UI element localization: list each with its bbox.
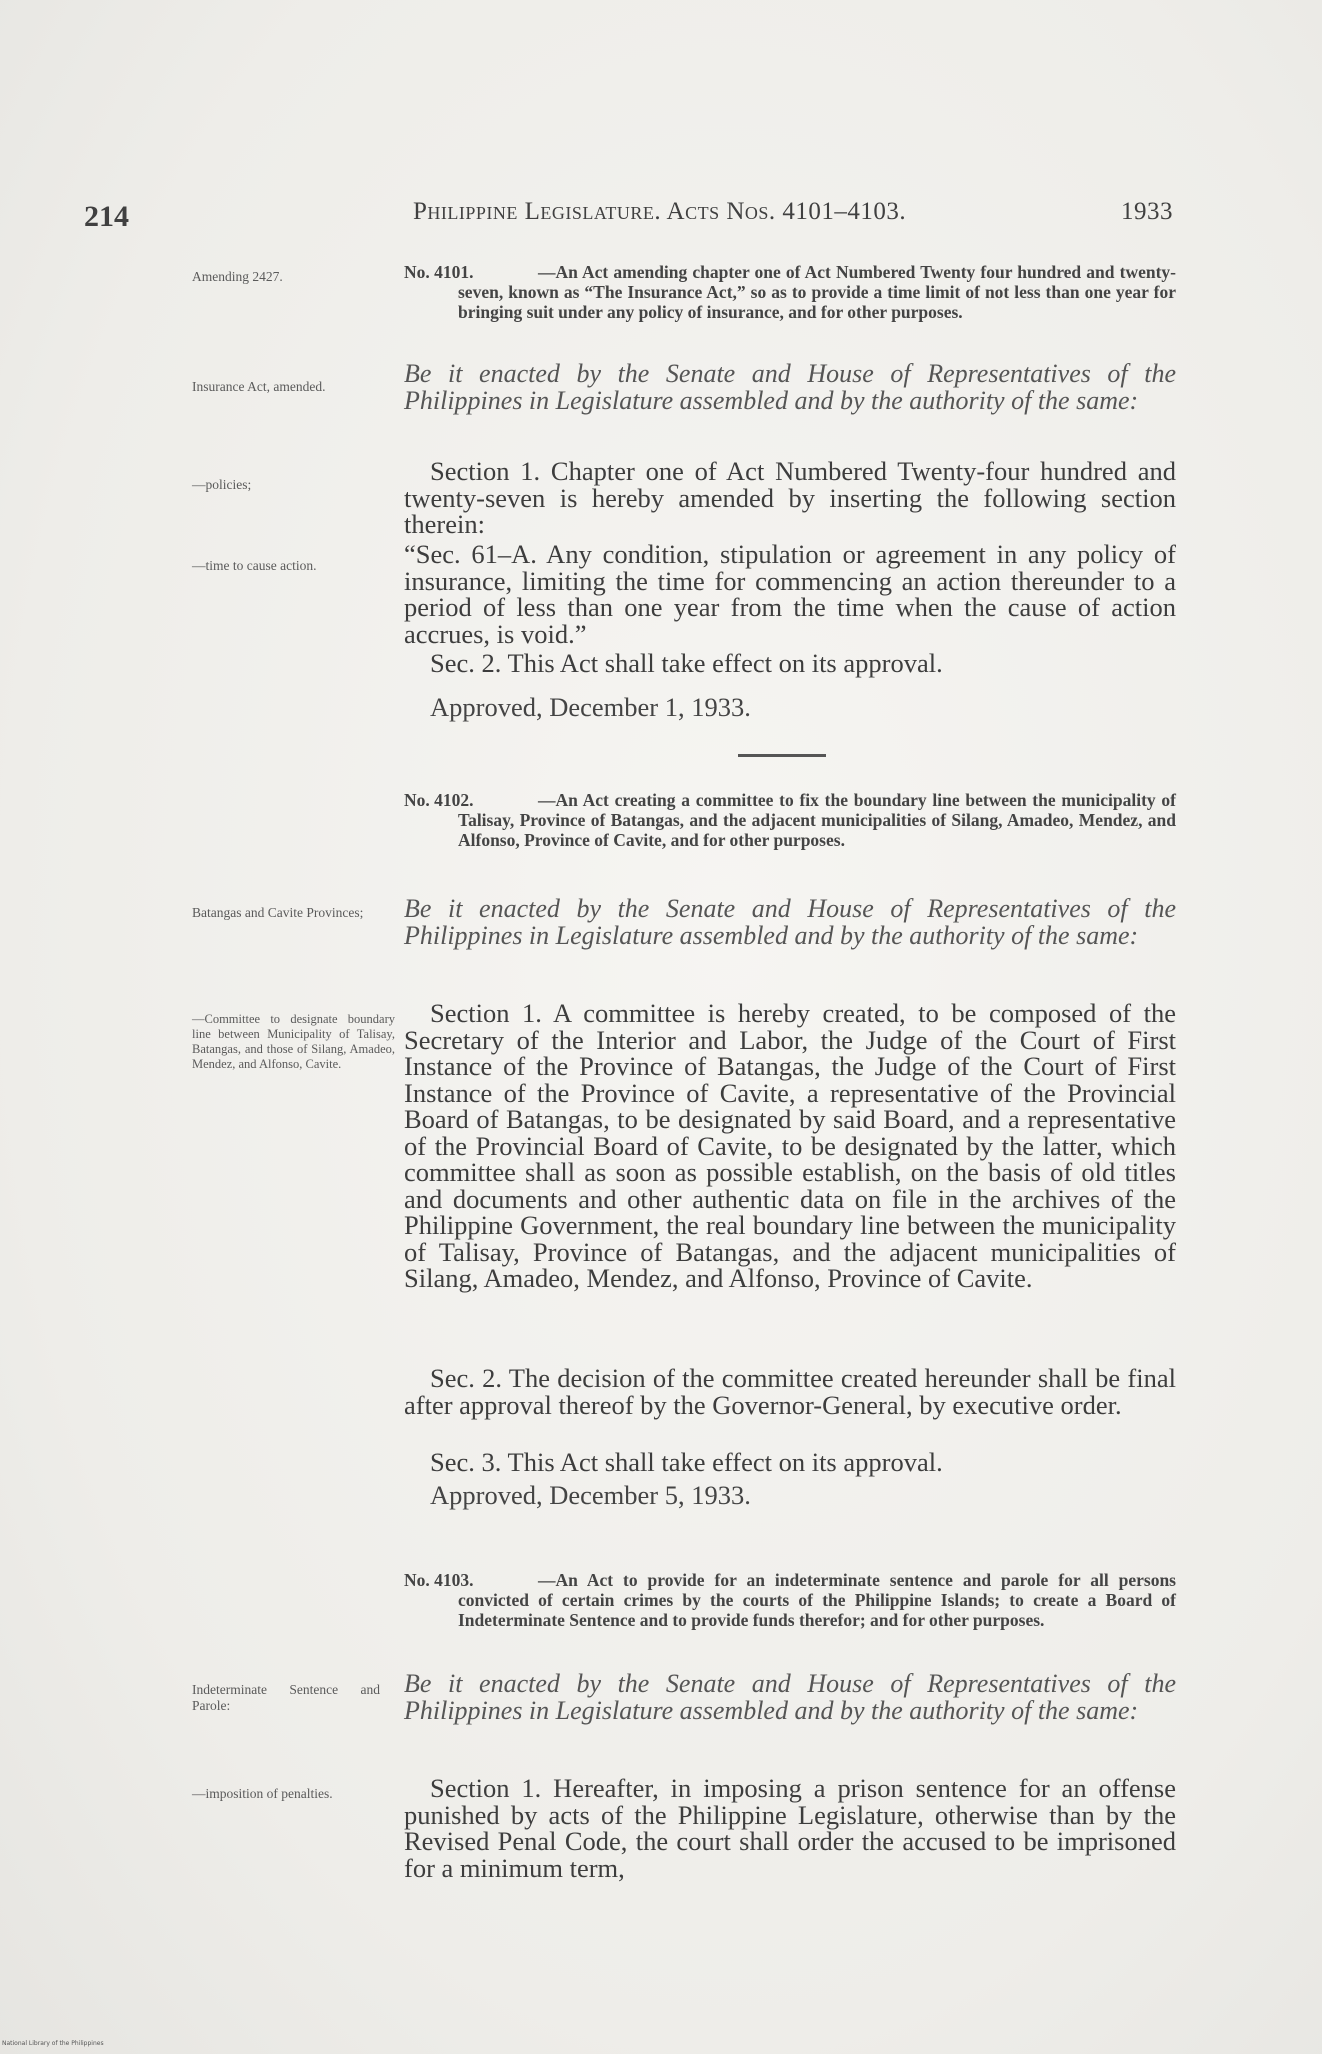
act-4103-title-body: —An Act to provide for an indeterminate sentence and parole for all persons convicted of certain crimes by the courts of the Philippine Islands; to create a Board of Indeterminate Sentence and to provide funds therefor; and for other purposes. [458, 1570, 1176, 1630]
margin-note-policies: —policies; [192, 477, 252, 492]
act-4101-section-1: Section 1. Chapter one of Act Numbered Twenty-four hundred and twenty-seven is hereby amended by inserting the following section therein: [404, 456, 1176, 539]
margin-note-sentence: Indeterminate Sentence and Parole: [192, 1682, 380, 1713]
act-4102-approved: Approved, December 5, 1933. [430, 1480, 751, 1510]
margin-note-amending: Amending 2427. [192, 269, 283, 284]
margin-note-committee: —Committee to designate boundary line between Municipality of Talisay, Batangas, and those of Silang, Amadeo, Mendez, and Alfonso, Cavite. [192, 1012, 395, 1071]
act-4101-sec-61a: “Sec. 61–A. Any condition, stipulation or agreement in any policy of insurance, limiting the time for commencing an action thereunder to a period of less than one year from the time when the cause of action accrues, is void.” [404, 539, 1176, 649]
act-4102-enacting-clause: Be it enacted by the Senate and House of Representatives of the Philippines in Legislature assembled and by the authority of the same: [404, 894, 1176, 950]
running-header [413, 198, 1173, 226]
act-4103-section-1: Section 1. Hereafter, in imposing a prison sentence for an offense punished by acts of the Philippine Legislature, otherwise than by the Revised Penal Code, the court shall order the accused to be imprisoned for a minimum term, [404, 1773, 1176, 1883]
act-4102-section-1: Section 1. A committee is hereby created, to be composed of the Secretary of the Interior and Labor, the Judge of the Court of First Instance of the Province of Batangas, the Judge of the Court of First Instance of the Province of Cavite, a representative of the Provincial Board of Batangas, to be designated by said Board, and a representative of the Provincial Board of Cavite, to be designated by the latter, which committee shall as soon as possible establish, on the basis of old titles and documents and other authentic data on file in the archives of the Philippine Government, the real boundary line between the municipality of Talisay, Province of Batangas, and the adjacent municipalities of Silang, Amadeo, Mendez, and Alfonso, Province of Cavite. [404, 998, 1176, 1293]
act-4101-title-body: —An Act amending chapter one of Act Numbered Twenty four hundred and twenty-seven, known as “The Insurance Act,” so as to provide a time limit of not less than one year for bringing suit under any policy of insurance, and for other purposes. [458, 262, 1176, 322]
act-4102-title-body: —An Act creating a committee to fix the boundary line between the municipality of Talisay, Province of Batangas, and the adjacent municipalities of Silang, Amadeo, Mendez, and Alfonso, Province of Cavite, and for other purposes. [458, 790, 1176, 850]
act-4102-section-3: Sec. 3. This Act shall take effect on its approval. [430, 1447, 943, 1477]
margin-note-time: —time to cause action. [192, 558, 317, 573]
act-4101-approved: Approved, December 1, 1933. [430, 692, 751, 722]
act-4102-title [404, 790, 1176, 850]
header-text: Philippine Legislature. Acts Nos. 4101–4103. [413, 198, 907, 225]
act-4102-number: No. 4102. [404, 790, 474, 810]
page-number: 214 [84, 200, 129, 233]
margin-note-insurance: Insurance Act, amended. [192, 379, 326, 394]
act-4103-enacting-clause: Be it enacted by the Senate and House of Representatives of the Philippines in Legislature assembled and by the authority of the same: [404, 1669, 1176, 1725]
scan-footer: National Library of the Philippines [2, 2040, 104, 2047]
margin-note-penalties: —imposition of penalties. [192, 1786, 333, 1801]
act-4101-section-2: Sec. 2. This Act shall take effect on its approval. [430, 648, 943, 678]
act-4101-number: No. 4101. [404, 262, 474, 282]
margin-note-provinces: Batangas and Cavite Provinces; [192, 905, 364, 920]
act-4101-title [404, 262, 1176, 322]
act-4103-title [404, 1570, 1176, 1630]
act-4103-number: No. 4103. [404, 1570, 474, 1590]
header-year: 1933 [1121, 198, 1173, 225]
section-divider [738, 754, 826, 757]
act-4102-section-2: Sec. 2. The decision of the committee created hereunder shall be final after approval thereof by the Governor-General, by executive order. [404, 1363, 1176, 1420]
act-4101-enacting-clause: Be it enacted by the Senate and House of Representatives of the Philippines in Legislature assembled and by the authority of the same: [404, 359, 1176, 415]
